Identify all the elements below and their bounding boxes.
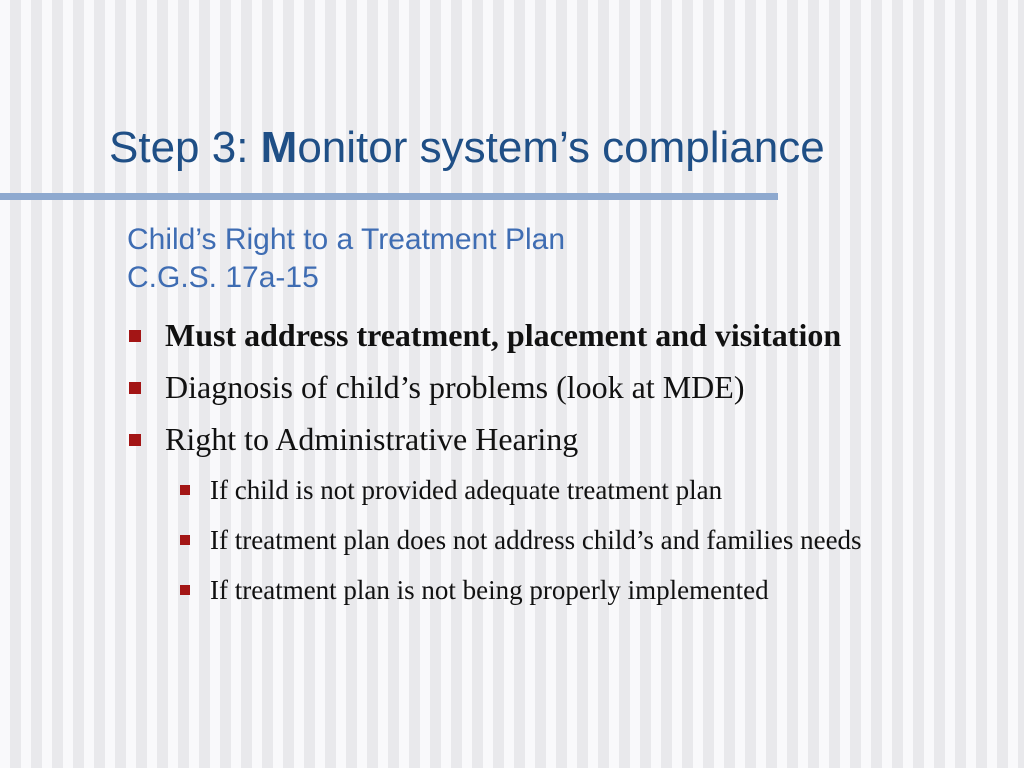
sub-bullet-item [180, 570, 970, 610]
title-rest: onitor system’s compliance [297, 123, 825, 172]
slide-title [109, 118, 825, 178]
square-bullet-icon [129, 382, 141, 394]
title-prefix: Step 3: [109, 123, 261, 172]
bullet-item [127, 418, 1017, 460]
title-bold-letter: M [260, 123, 298, 172]
bullet-text: Right to Administrative Hearing [165, 421, 579, 457]
bullet-list [127, 314, 1017, 470]
bullet-item [127, 366, 1017, 408]
bullet-text: Diagnosis of child’s problems (look at MDE) [165, 369, 745, 405]
sub-bullet-text: If child is not provided adequate treatment plan [210, 475, 723, 505]
sub-bullet-item [180, 470, 970, 510]
sub-bullet-item [180, 520, 970, 560]
bullet-text: Must address treatment, placement and visitation [165, 317, 842, 353]
bullet-item [127, 314, 1017, 356]
sub-bullet-text: If treatment plan does not address child’s and families needs [210, 525, 862, 555]
square-bullet-icon [180, 485, 190, 495]
square-bullet-icon [180, 535, 190, 545]
slide-subtitle [127, 221, 565, 297]
subtitle-line-1: Child’s Right to a Treatment Plan [127, 223, 566, 256]
sub-bullet-text: If treatment plan is not being properly implemented [210, 575, 769, 605]
title-divider [0, 193, 778, 200]
square-bullet-icon [129, 330, 141, 342]
square-bullet-icon [129, 434, 141, 446]
square-bullet-icon [180, 585, 190, 595]
sub-bullet-list [180, 470, 970, 620]
subtitle-line-2: C.G.S. 17a-15 [127, 261, 319, 294]
